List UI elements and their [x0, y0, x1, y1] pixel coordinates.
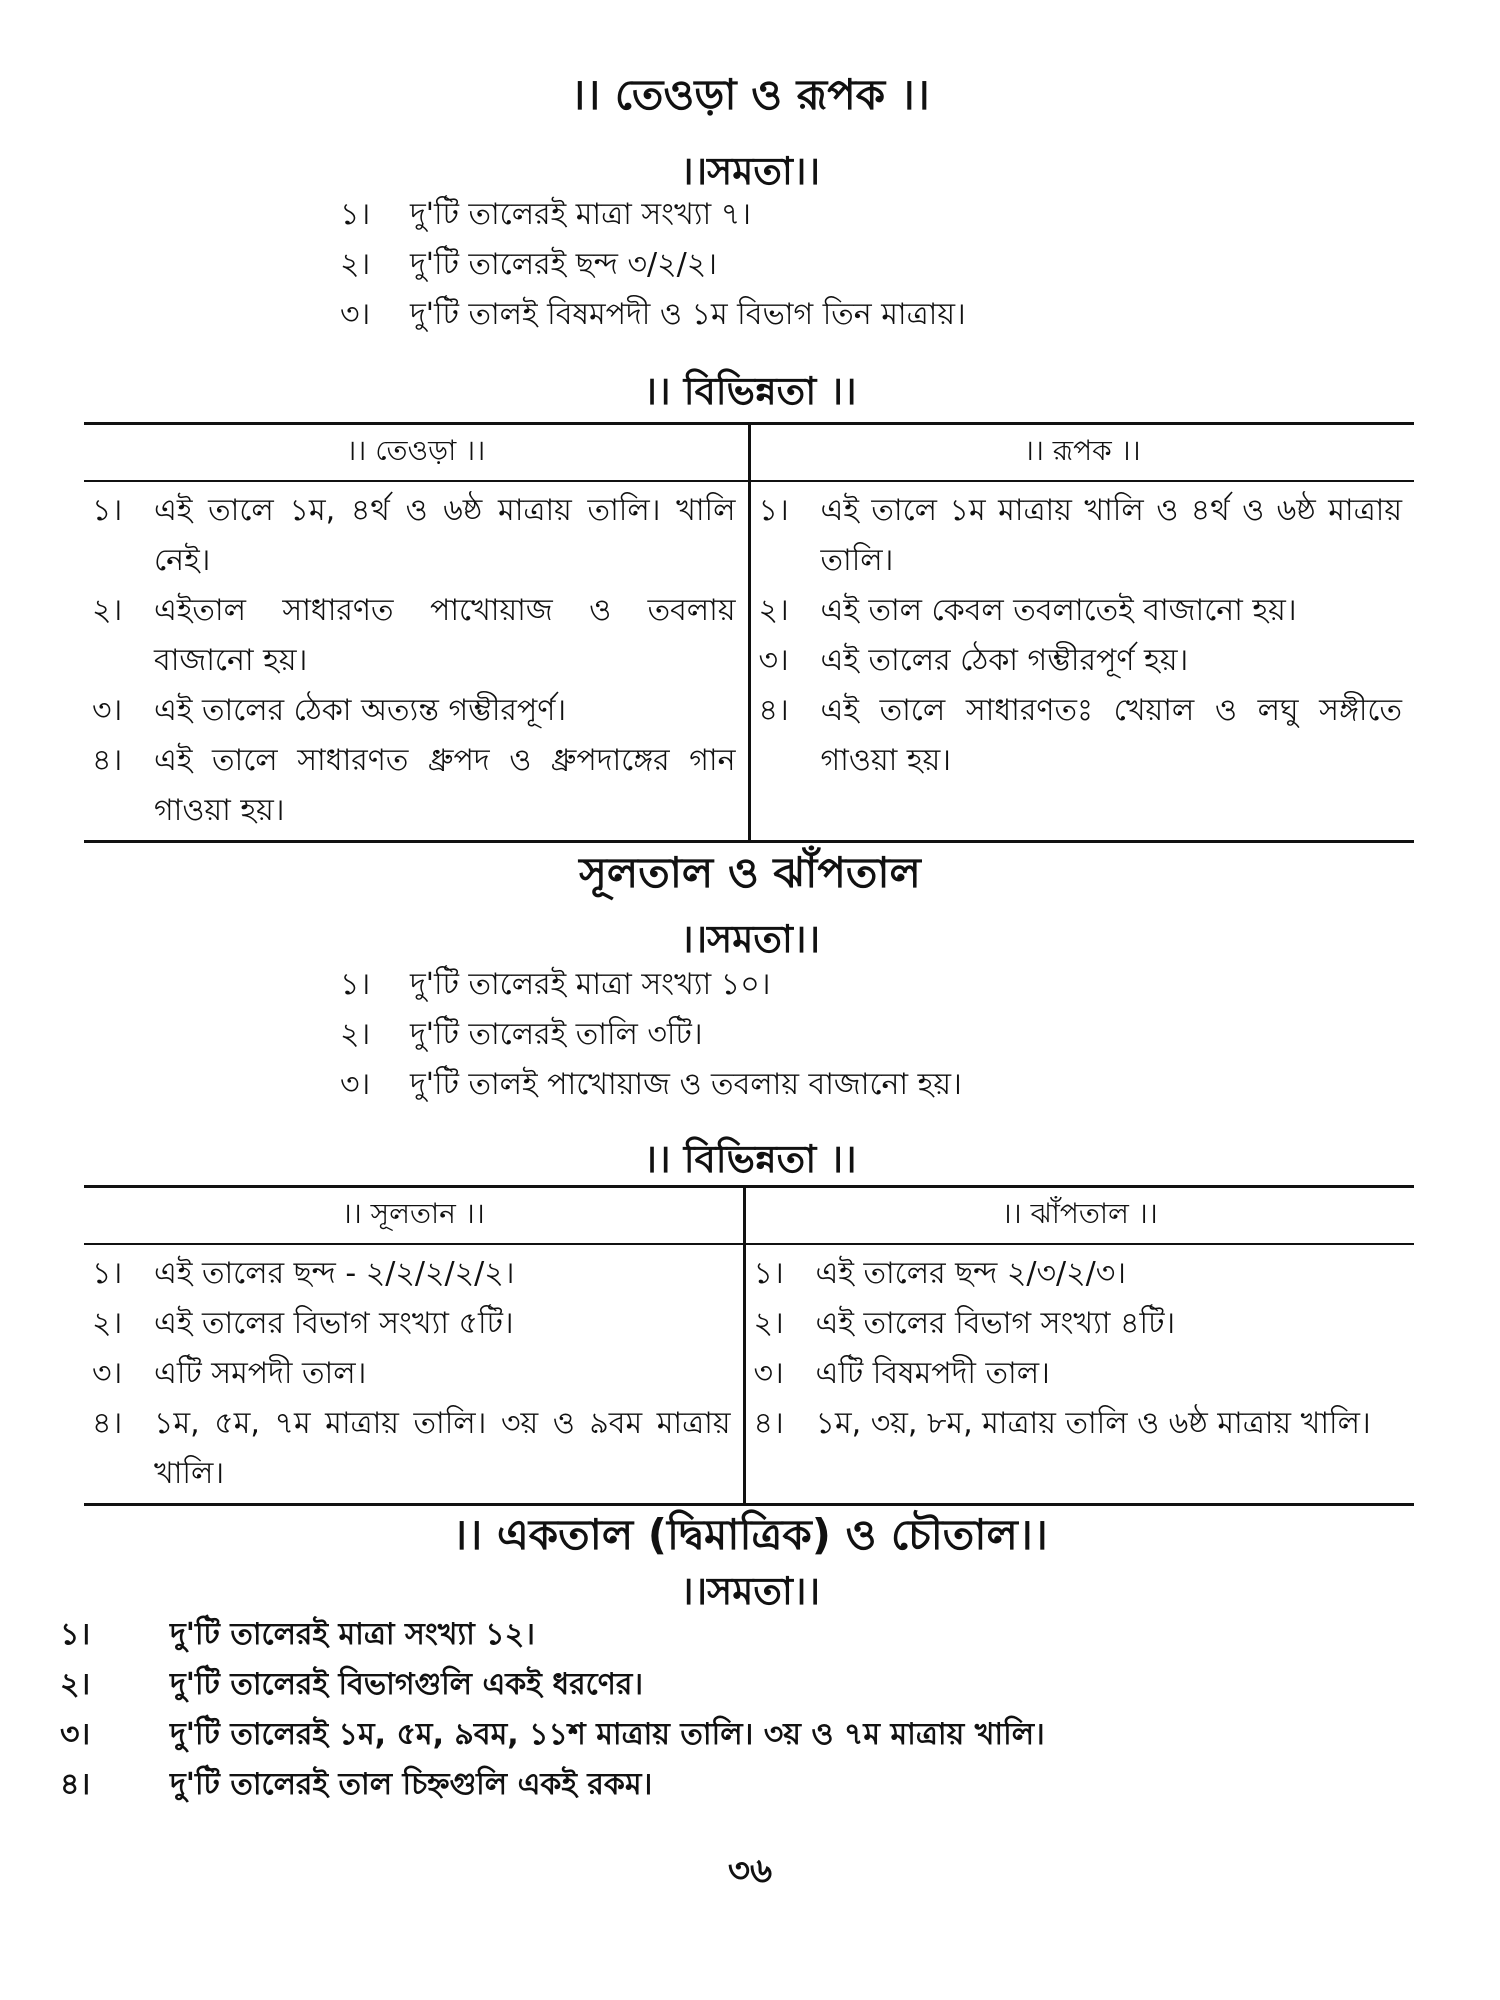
item-text: দু'টি তালেরই মাত্রা সংখ্যা ১২।	[170, 1617, 536, 1652]
item-number: ২।	[340, 1017, 371, 1052]
list-item	[340, 290, 966, 340]
jhaptaal-column	[744, 1244, 1414, 1505]
item-number: ৩।	[340, 297, 371, 332]
item-number: ২।	[60, 1667, 91, 1702]
item-number: ১।	[753, 1256, 784, 1291]
sultaal-column	[84, 1244, 744, 1505]
item-text: এইতাল সাধারণত পাখোয়াজ ও তবলায় বাজানো হয়।	[154, 593, 736, 678]
item-number: ১।	[60, 1617, 91, 1652]
list-item	[340, 1060, 962, 1110]
section1-similarity-heading: ।।সমতা।।	[679, 149, 821, 193]
teora-column	[84, 481, 749, 842]
item-number: ৪।	[758, 693, 789, 728]
section1-comparison-table	[84, 422, 1414, 843]
item-text: দু'টি তালই বিষমপদী ও ১ম বিভাগ তিন মাত্রায়।	[410, 297, 966, 332]
table-row	[92, 736, 736, 836]
table-row	[759, 586, 1403, 636]
table-row	[92, 1349, 731, 1399]
table-row	[754, 1299, 1403, 1349]
item-number: ৪।	[753, 1406, 784, 1441]
item-number: ৪।	[92, 1406, 123, 1441]
table-header-jhaptaal: ।। ঝাঁপতাল ।।	[744, 1187, 1414, 1245]
table-header-sultaal: ।। সূলতান ।।	[84, 1187, 744, 1245]
item-text: ১ম, ৩য়, ৮ম, মাত্রায় তালি ও ৬ষ্ঠ মাত্রায় খালি।	[815, 1406, 1371, 1441]
section2-comparison-table	[84, 1185, 1414, 1506]
table-row	[754, 1349, 1403, 1399]
item-text: দু'টি তালেরই বিভাগগুলি একই ধরণের।	[170, 1667, 644, 1702]
item-number: ৩।	[340, 1067, 371, 1102]
table-row	[759, 686, 1403, 786]
section1-similarity-list	[340, 190, 966, 340]
item-number: ২।	[92, 593, 123, 628]
item-text: এই তালে ১ম, ৪র্থ ও ৬ষ্ঠ মাত্রায় তালি। খালি নেই।	[154, 493, 736, 578]
table-row	[92, 686, 736, 736]
item-text: এই তালের ঠেকা গম্ভীরপূর্ণ হয়।	[820, 643, 1189, 678]
item-text: এই তালে সাধারণত ধ্রুপদ ও ধ্রুপদাঙ্গের গান গাওয়া হয়।	[154, 743, 736, 828]
item-number: ৩।	[60, 1717, 91, 1752]
item-number: ১।	[92, 1256, 123, 1291]
table-row	[754, 1399, 1403, 1449]
item-text: এটি বিষমপদী তাল।	[815, 1356, 1050, 1391]
item-text: দু'টি তালেরই তাল চিহ্নগুলি একই রকম।	[170, 1767, 653, 1802]
item-text: এই তালে সাধারণতঃ খেয়াল ও লঘু সঙ্গীতে গাওয়া হয়।	[820, 693, 1402, 778]
item-text: এই তালের ঠেকা অত্যন্ত গম্ভীরপূর্ণ।	[154, 693, 567, 728]
item-text: এই তালের ছন্দ - ২/২/২/২/২।	[154, 1256, 515, 1291]
section2-difference-heading: ।। বিভিন্নতা ।।	[643, 1137, 857, 1181]
list-item	[60, 1610, 1045, 1660]
table-row	[92, 1299, 731, 1349]
item-number: ১।	[340, 197, 371, 232]
list-item	[60, 1760, 1045, 1810]
item-text: এই তালের বিভাগ সংখ্যা ৫টি।	[154, 1306, 514, 1341]
item-number: ৩।	[758, 643, 789, 678]
section2-similarity-list	[340, 960, 962, 1110]
table-row	[759, 486, 1403, 586]
item-number: ৪।	[60, 1767, 91, 1802]
section1-title: ।। তেওড়া ও রূপক ।।	[570, 70, 930, 119]
list-item	[60, 1710, 1045, 1760]
item-text: এটি সমপদী তাল।	[154, 1356, 367, 1391]
table-row	[92, 486, 736, 586]
item-number: ২।	[758, 593, 789, 628]
item-text: দু'টি তালই পাখোয়াজ ও তবলায় বাজানো হয়।	[410, 1067, 962, 1102]
item-number: ৪।	[92, 743, 123, 778]
section3-similarity-heading: ।।সমতা।।	[679, 1569, 821, 1613]
list-item	[340, 240, 966, 290]
page-number: ৩৬	[727, 1851, 773, 1891]
list-item	[340, 1010, 962, 1060]
item-number: ৩।	[92, 693, 123, 728]
table-header-rupak: ।। রূপক ।।	[749, 424, 1414, 482]
item-number: ৩।	[753, 1356, 784, 1391]
table-row	[92, 586, 736, 686]
item-number: ২।	[753, 1306, 784, 1341]
section3-similarity-list	[60, 1610, 1045, 1810]
item-number: ২।	[92, 1306, 123, 1341]
rupak-column	[749, 481, 1414, 842]
item-number: ১।	[340, 967, 371, 1002]
item-text: দু'টি তালেরই মাত্রা সংখ্যা ৭।	[410, 197, 751, 232]
item-text: দু'টি তালেরই ১ম, ৫ম, ৯বম, ১১শ মাত্রায় তালি। ৩য় ও ৭ম মাত্রায় খালি।	[170, 1717, 1045, 1752]
item-text: এই তালের ছন্দ ২/৩/২/৩।	[815, 1256, 1126, 1291]
item-text: ১ম, ৫ম, ৭ম মাত্রায় তালি। ৩য় ও ৯বম মাত্রায় খালি।	[154, 1406, 731, 1491]
table-row	[759, 636, 1403, 686]
item-number: ২।	[340, 247, 371, 282]
section1-difference-heading: ।। বিভিন্নতা ।।	[643, 369, 857, 413]
item-number: ১।	[92, 493, 123, 528]
item-text: এই তালের বিভাগ সংখ্যা ৪টি।	[815, 1306, 1176, 1341]
item-number: ৩।	[92, 1356, 123, 1391]
item-text: দু'টি তালেরই ছন্দ ৩/২/২।	[410, 247, 717, 282]
table-row	[92, 1399, 731, 1499]
list-item	[60, 1660, 1045, 1710]
section2-similarity-heading: ।।সমতা।।	[679, 917, 821, 961]
item-number: ১।	[758, 493, 789, 528]
table-row	[92, 1249, 731, 1299]
list-item	[340, 960, 962, 1010]
table-row	[754, 1249, 1403, 1299]
item-text: দু'টি তালেরই তালি ৩টি।	[410, 1017, 703, 1052]
item-text: এই তালে ১ম মাত্রায় খালি ও ৪র্থ ও ৬ষ্ঠ মাত্রায় তালি।	[820, 493, 1402, 578]
table-header-teora: ।। তেওড়া ।।	[84, 424, 749, 482]
item-text: দু'টি তালেরই মাত্রা সংখ্যা ১০।	[410, 967, 771, 1002]
section3-title: ।। একতাল (দ্বিমাত্রিক) ও চৌতাল।।	[452, 1510, 1048, 1559]
list-item	[340, 190, 966, 240]
section2-title: সূলতাল ও ঝাঁপতাল	[579, 848, 921, 897]
item-text: এই তাল কেবল তবলাতেই বাজানো হয়।	[820, 593, 1297, 628]
